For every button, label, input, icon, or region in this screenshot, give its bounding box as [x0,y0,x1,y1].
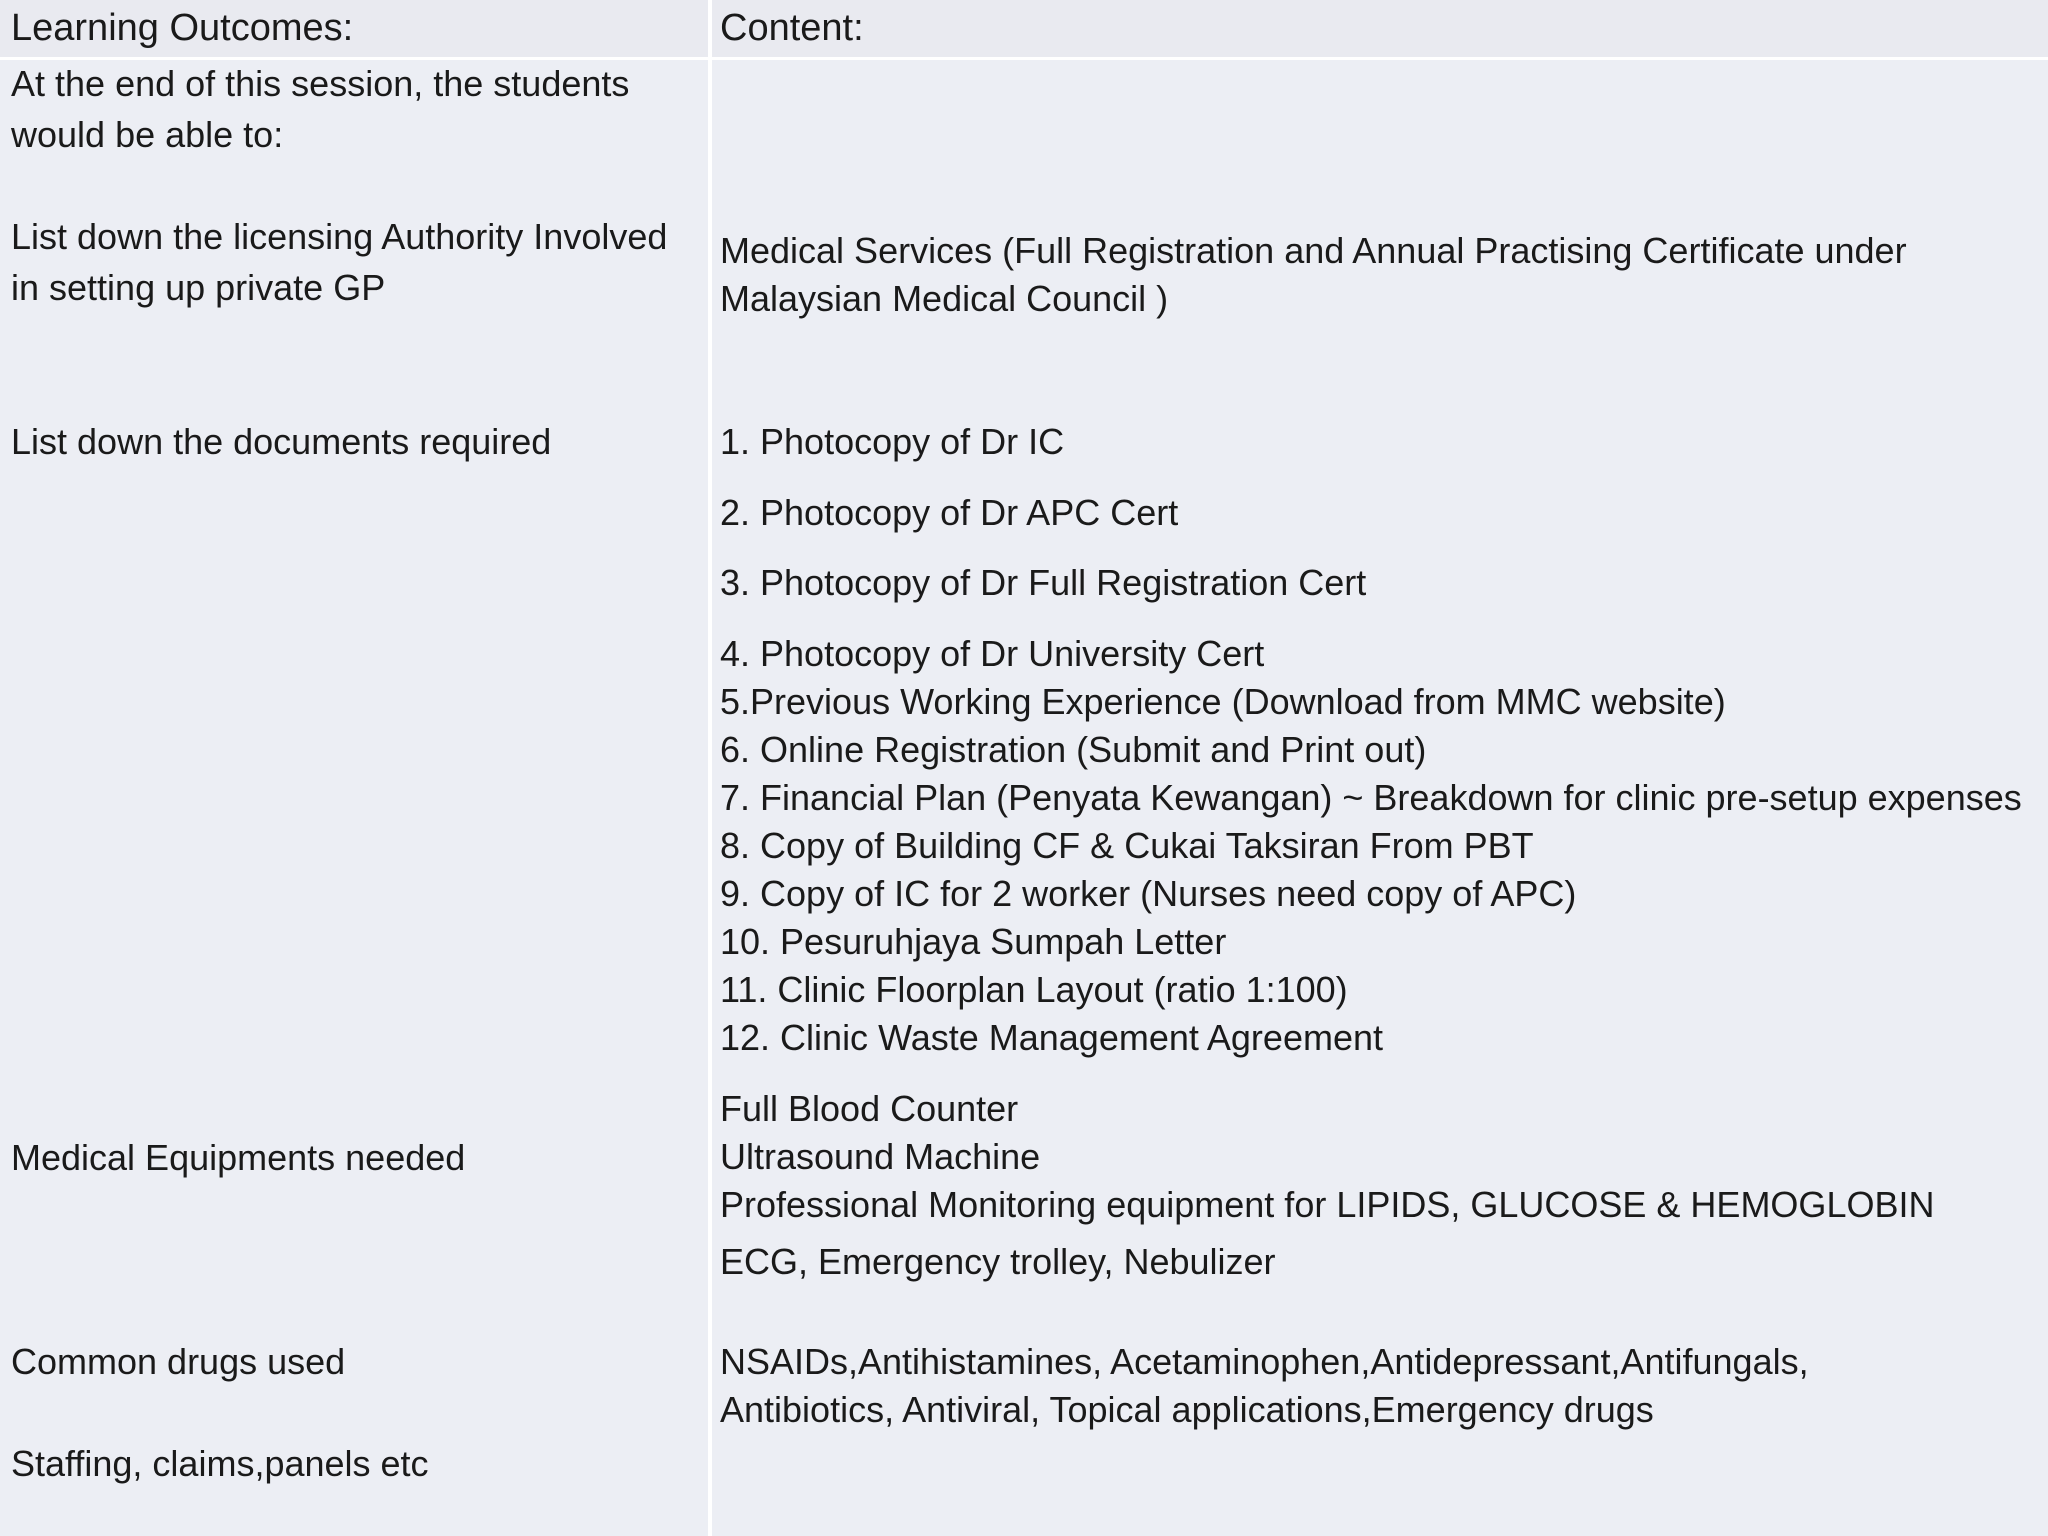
equipment-item: Ultrasound Machine [720,1136,1041,1177]
document-item: 11. Clinic Floorplan Layout (ratio 1:100) [720,969,1348,1010]
header-content: Content: [720,7,864,49]
licensing-outcome-line-2: in setting up private GP [11,267,386,308]
licensing-outcome-line-1: List down the licensing Authority Involved [11,216,668,257]
intro-line-1: At the end of this session, the students [11,63,630,104]
drugs-line-1: NSAIDs,Antihistamines, Acetaminophen,Antidepressant,Antifungals, [720,1341,1809,1382]
medical-services-line-1: Medical Services (Full Registration and Annual Practising Certificate under [720,230,1907,271]
document-item: 6. Online Registration (Submit and Print out) [720,729,1427,770]
document-item: 10. Pesuruhjaya Sumpah Letter [720,921,1227,962]
equipment-item: Professional Monitoring equipment for LIPIDS, GLUCOSE & HEMOGLOBIN [720,1184,1935,1225]
document-item: 12. Clinic Waste Management Agreement [720,1017,1383,1058]
document-item: 4. Photocopy of Dr University Cert [720,633,1265,674]
document-item: 2. Photocopy of Dr APC Cert [720,492,1179,533]
drugs-line-2: Antibiotics, Antiviral, Topical applications,Emergency drugs [720,1389,1654,1430]
header-cell-content [712,0,2048,57]
intro-line-2: would be able to: [11,114,284,155]
header-cell-learning-outcomes [0,0,708,57]
documents-outcome: List down the documents required [11,421,552,462]
document-item: 7. Financial Plan (Penyata Kewangan) ~ Breakdown for clinic pre-setup expenses [720,777,2022,818]
document-item: 5.Previous Working Experience (Download from MMC website) [720,681,1726,722]
staffing-outcome: Staffing, claims,panels etc [11,1443,429,1484]
content-column [712,60,2048,1536]
document-item: 3. Photocopy of Dr Full Registration Cert [720,562,1367,603]
drugs-outcome: Common drugs used [11,1341,346,1382]
document-item: 9. Copy of IC for 2 worker (Nurses need copy of APC) [720,873,1577,914]
document-list [720,630,2022,1062]
equipment-list [720,1085,1934,1229]
header-learning-outcomes: Learning Outcomes: [11,7,354,49]
equipment-item: Full Blood Counter [720,1088,1019,1129]
medical-services-line-2: Malaysian Medical Council ) [720,278,1169,319]
equipment-outcome: Medical Equipments needed [11,1137,466,1178]
document-item: 1. Photocopy of Dr IC [720,421,1065,462]
document-item: 8. Copy of Building CF & Cukai Taksiran From PBT [720,825,1534,866]
equipment-item: ECG, Emergency trolley, Nebulizer [720,1241,1276,1282]
learning-outcomes-column [0,60,708,1536]
